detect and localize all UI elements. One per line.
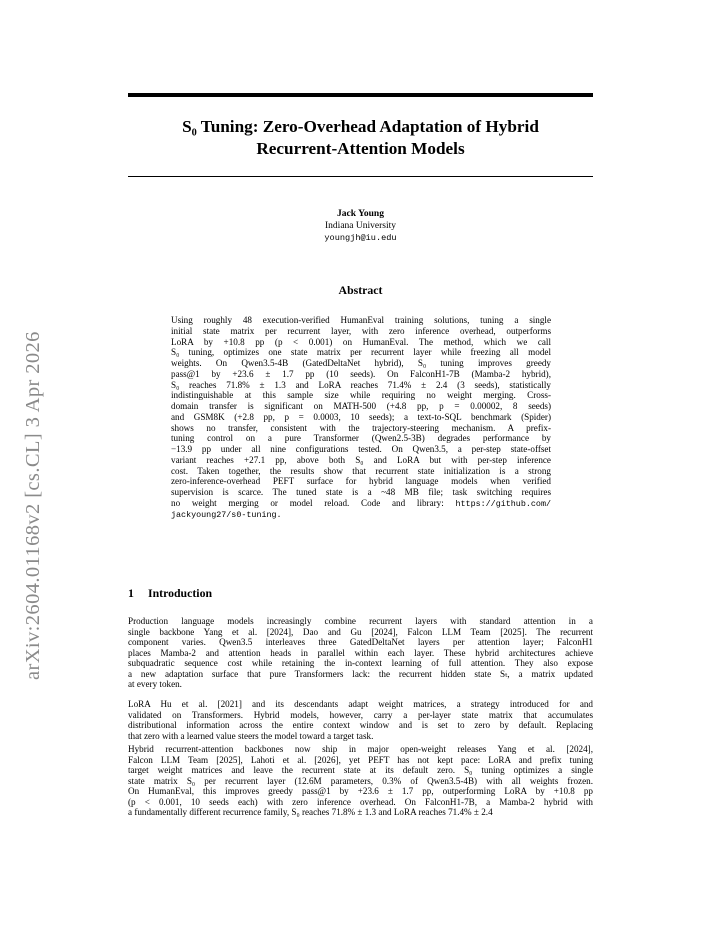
title-line-1: S₀ Tuning: Zero-Overhead Adaptation of Hybrid [182,117,539,136]
section-number: 1 [128,586,134,600]
text-line: cost. Taken together, the results show that recurrent state initialization is a strong [171,465,551,476]
text-line: initial state matrix per recurrent layer, with zero inference overhead, outperforms [171,325,551,336]
text-line: state matrix S₀ per recurrent layer (12.6M parameters, 0.3% of Qwen3.5-4B) with all weights frozen. [128,775,593,786]
intro-paragraph-3 [128,744,593,818]
text-line: domain transfer is significant on MATH-500 (+4.8 pp, p = 0.00002, 8 seeds) [171,401,551,411]
arxiv-identifier: arXiv:2604.01168v2 [cs.CL] 3 Apr 2026 [22,331,44,680]
text-line: (p < 0.001, 10 seeds each) with zero inference overhead. On FalconH1-7B, a Mamba-2 hybrid with [128,796,593,807]
author-block [128,208,593,244]
author-email: youngjh@iu.edu [324,233,397,243]
text-line: no weight merging or model reload. Code and library: https://github.com/ [171,497,551,509]
text-line: a fundamentally different recurrence family, S₀ reaches 71.8% ± 1.3 and LoRA reaches 71.4% ± 2.4 [128,807,493,818]
text-line: distributional information across the entire context window and is set to zero by default. Replacing [128,720,593,731]
text-line: Production language models increasingly combine recurrent layers with standard attention in a [128,616,593,626]
intro-paragraph-1 [128,616,593,690]
text-line: supervision is scarce. The tuned state is a ~48 MB file; task switching requires [171,487,551,497]
text-line: LoRA Hu et al. [2021] and its descendants adapt weight matrices, a strategy introduced for and [128,699,593,709]
code-url[interactable]: https://github.com/ [455,498,551,509]
text-line: and GSM8K (+2.8 pp, p = 0.0003, 10 seeds); a text-to-SQL benchmark (Spider) [171,411,551,422]
text-line: single backbone Yang et al. [2024], Dao and Gu [2024], Falcon LLM Team [2025]. The recurrent [128,626,593,637]
text-line: jackyoung27/s0-tuning. [171,509,282,520]
text-line: weights. On Qwen3.5-4B (GatedDeltaNet hybrid), S₀ tuning improves greedy [171,358,551,368]
text-line: pass@1 by +23.6 ± 1.7 pp (10 seeds). On FalconH1-7B (Mamba-2 hybrid), [171,368,551,379]
text-line: −13.9 pp under all nine configurations tested. On Qwen3.5, a per-step state-offset [171,444,551,454]
text-line: Hybrid recurrent-attention backbones now ship in major open-weight releases Yang et al. [2024], [128,744,593,754]
section-title: Introduction [148,586,213,600]
text-line: tuning control on a pure Transformer (Qwen2.5-3B) degrades performance by [171,433,551,444]
author-affiliation: Indiana University [325,221,396,231]
title-top-rule [128,93,593,97]
abstract-heading: Abstract [338,283,383,297]
text-line: indistinguishable at this sample size while requiring no weight merging. Cross- [171,390,551,401]
text-line: subquadratic sequence cost while retaining the in-context learning of full attention. They also expose [128,658,593,669]
text-line: Falcon LLM Team [2025], Lahoti et al. [2026], yet PEFT has not kept pace: LoRA and prefix tuning [128,754,593,765]
title-bottom-rule [128,176,593,177]
text-line: target weight matrices and leave the recurrent state at its default zero. S₀ tuning optimizes a single [128,765,593,776]
text-line: that zero with a learned value steers the model toward a target task. [128,730,374,741]
title-line-2: Recurrent-Attention Models [256,139,465,158]
text-line: Using roughly 48 execution-verified HumanEval training solutions, tuning a single [171,315,551,325]
text-line: S₀ tuning, optimizes one state matrix per recurrent layer while freezing all model [171,347,551,358]
intro-paragraph-2 [128,699,593,741]
text-line: LoRA by +10.8 pp (p < 0.001) on HumanEval. The method, which we call [171,336,551,347]
text-line: shows no transfer, consistent with the trajectory-steering mechanism. A prefix- [171,422,551,433]
text-line: validated on Transformers. Hybrid models, however, carry a per-layer state matrix that accumulates [128,709,593,720]
text-line: S₀ reaches 71.8% ± 1.3 and LoRA reaches 71.4% ± 2.4 (3 seeds), statistically [171,379,551,390]
section-heading [128,586,212,601]
author-name: Jack Young [337,209,384,219]
text-line: On HumanEval, this improves greedy pass@1 by +23.6 ± 1.7 pp, outperforming LoRA by +10.8 pp [128,786,593,797]
text-line: zero-inference-overhead PEFT surface for hybrid language models when verified [171,476,551,487]
abstract-body [171,315,551,520]
text-line: at every token. [128,679,182,690]
text-line: component varies. Qwen3.5 interleaves three GatedDeltaNet layers per attention layer; FalconH1 [128,637,593,648]
text-line: variant reaches +27.1 pp, above both S₀ and LoRA but with per-step inference [171,454,551,465]
paper-title [128,116,593,160]
text-line: places Mamba-2 and attention heads in parallel within each layer. These hybrid architectures achieve [128,647,593,658]
text-line: a new adaptation surface that pure Transformers lack: the recurrent hidden state Sₜ, a matrix updated [128,668,593,679]
